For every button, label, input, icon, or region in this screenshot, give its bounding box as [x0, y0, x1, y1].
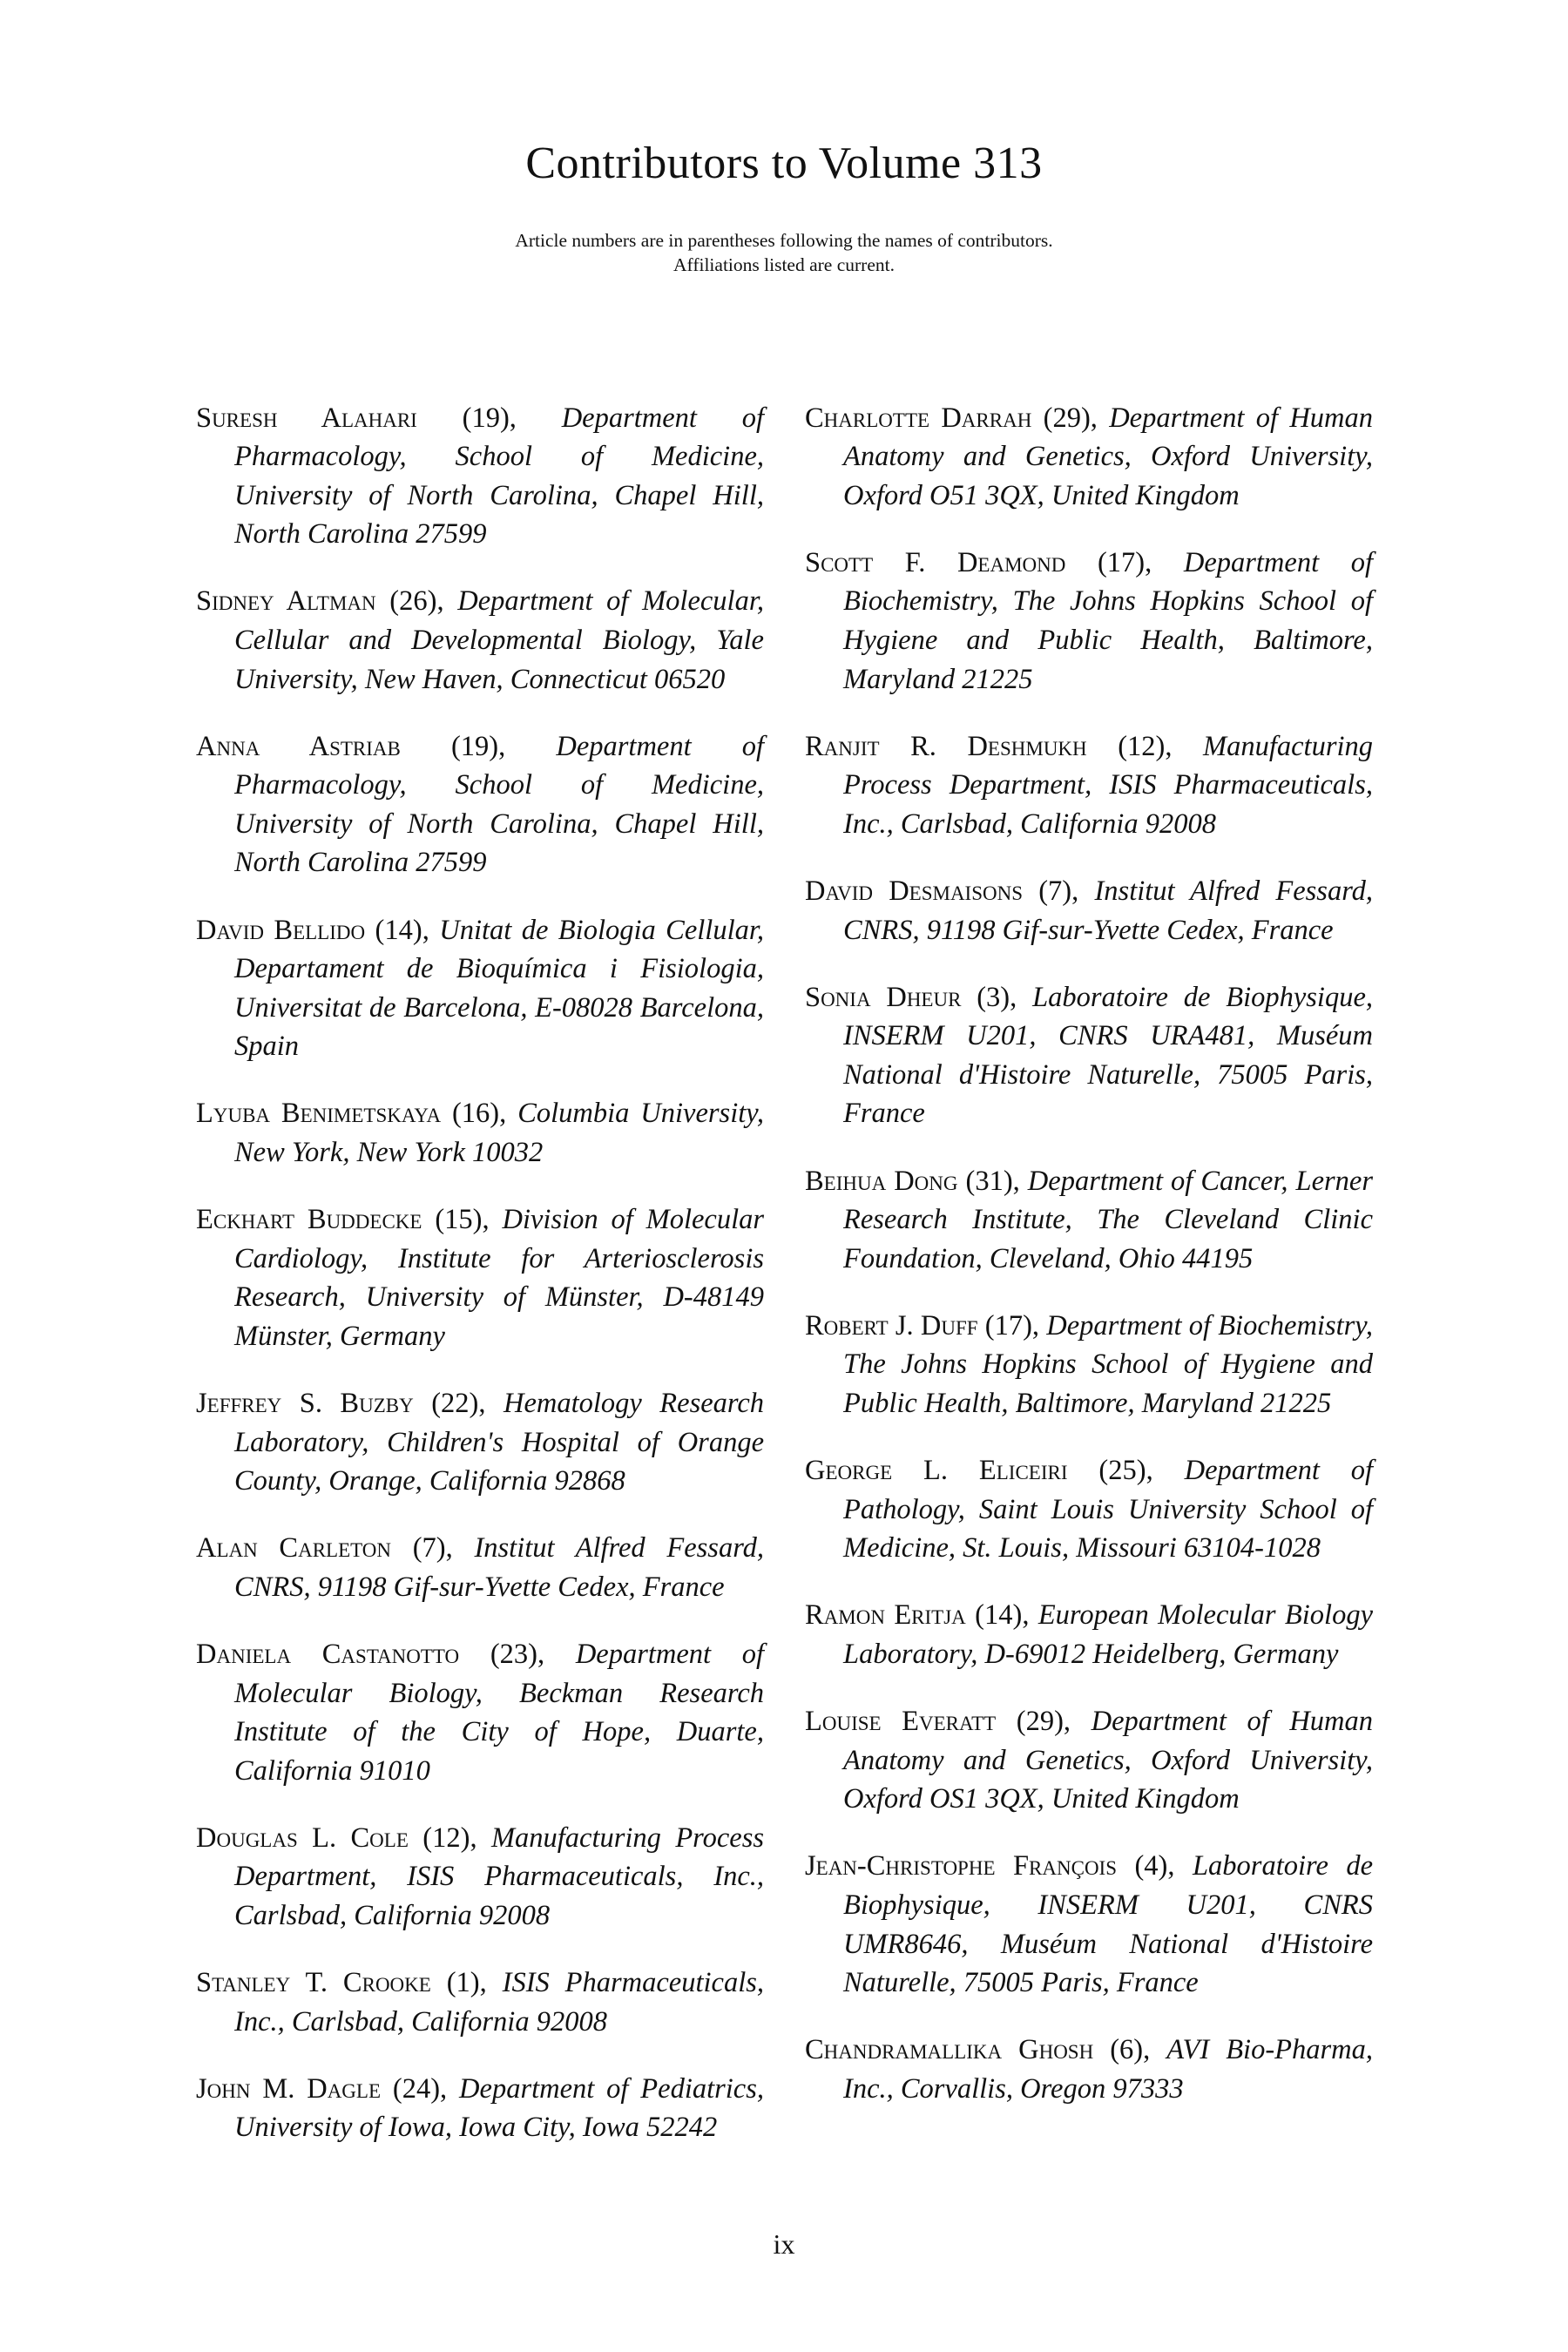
contributor-name: Charlotte Darrah [805, 402, 1032, 434]
article-number: (12) [422, 1821, 470, 1854]
article-number: (19) [450, 730, 499, 762]
article-number: (4) [1134, 1850, 1168, 1882]
contributor-entry: Scott F. Deamond (17), Department of Biochemistry, The Johns Hopkins School of Hygiene and Public Health, Baltimore, Maryland 21225 [805, 546, 1373, 695]
contributor-affiliation: Department of Pediatrics, University of Iowa, Iowa City, Iowa 52242 [234, 2072, 765, 2144]
article-number: (23) [490, 1638, 537, 1670]
contributor-entry: Stanley T. Crooke (1), ISIS Pharmaceuticals, Inc., Carlsbad, California 92008 [196, 1967, 764, 2038]
contributor-name: John M. Dagle [196, 2072, 382, 2105]
contributor-entry: Ramon Eritja (14), European Molecular Biology Laboratory, D-69012 Heidelberg, Germany [805, 1599, 1374, 1670]
contributor-affiliation: Department of Molecular, Cellular and Developmental Biology, Yale University, New Haven, Connecticut 06520 [234, 585, 765, 695]
article-number: (1) [446, 1967, 480, 1999]
contributor-entry: Jean-Christophe François (4), Laboratoire de Biophysique, INSERM U201, CNRS UMR8646, Muséum National d'Histoire Naturelle, 75005 Paris, France [805, 1850, 1374, 1999]
contributor-name: Scott F. Deamond [805, 546, 1066, 578]
article-number: (17) [984, 1309, 1032, 1342]
article-number: (6) [1110, 2034, 1144, 2066]
contributor-affiliation: AVI Bio-Pharma, Inc., Corvallis, Oregon 97333 [843, 2034, 1374, 2105]
article-number: (22) [431, 1387, 479, 1419]
contributor-name: Douglas L. Cole [196, 1821, 409, 1854]
contributor-name: Louise Everatt [805, 1706, 997, 1738]
contributor-affiliation: Hematology Research Laboratory, Children's Hospital of Orange County, Orange, California 92868 [234, 1387, 765, 1497]
article-number: (17) [1097, 546, 1146, 578]
contributor-name: George L. Eliceiri [805, 1455, 1068, 1487]
article-number: (29) [1043, 402, 1091, 434]
contributor-affiliation: ISIS Pharmaceuticals, Inc., Carlsbad, California 92008 [234, 1967, 764, 2038]
page-note-line-2: Affiliations listed are current. [673, 254, 895, 275]
contributor-affiliation: European Molecular Biology Laboratory, D-69012 Heidelberg, Germany [843, 1599, 1374, 1670]
contributor-name: Suresh Alahari [196, 402, 417, 434]
article-number: (31) [965, 1165, 1013, 1197]
contributor-name: Daniela Castanotto [196, 1638, 460, 1670]
contributor-entry: David Desmaisons (7), Institut Alfred Fessard, CNRS, 91198 Gif-sur-Yvette Cedex, France [805, 875, 1374, 946]
contributor-affiliation: Department of Human Anatomy and Genetics, Oxford University, Oxford OS1 3QX, United Kingdom [843, 1706, 1374, 1815]
contributor-entry: Anna Astriab (19), Department of Pharmacology, School of Medicine, University of North Carolina, Chapel Hill, North Carolina 27599 [196, 730, 765, 879]
contributor-entry: George L. Eliceiri (25), Department of Pathology, Saint Louis University School of Medicine, St. Louis, Missouri 63104-1028 [805, 1455, 1374, 1565]
contributor-name: Chandramallika Ghosh [805, 2034, 1094, 2066]
contributor-affiliation: Department of Human Anatomy and Genetics, Oxford University, Oxford O51 3QX, United Kingdom [843, 402, 1374, 511]
article-number: (7) [412, 1532, 446, 1565]
contributor-name: David Desmaisons [805, 875, 1024, 907]
page-note [0, 228, 1568, 277]
contributor-entry: Lyuba Benimetskaya (16), Columbia University, New York, New York 10032 [196, 1098, 765, 1168]
contributor-affiliation: Laboratoire de Biophysique, INSERM U201, CNRS UMR8646, Muséum National d'Histoire Naturelle, 75005 Paris, France [843, 1850, 1374, 1999]
contributor-affiliation: Department of Molecular Biology, Beckman Research Institute of the City of Hope, Duarte, California 91010 [234, 1638, 765, 1787]
contributor-entry: Chandramallika Ghosh (6), AVI Bio-Pharma, Inc., Corvallis, Oregon 97333 [805, 2034, 1374, 2105]
contributor-name: Jeffrey S. Buzby [196, 1387, 414, 1419]
contributor-entry: John M. Dagle (24), Department of Pediatrics, University of Iowa, Iowa City, Iowa 52242 [196, 2072, 765, 2144]
article-number: (12) [1118, 730, 1166, 762]
contributor-affiliation: Columbia University, New York, New York 10032 [234, 1098, 765, 1168]
contributor-affiliation: Department of Biochemistry, The Johns Hopkins School of Hygiene and Public Health, Baltimore, Maryland 21225 [843, 546, 1373, 695]
contributor-name: Stanley T. Crooke [196, 1967, 431, 1999]
contributor-affiliation: Department of Cancer, Lerner Research Institute, The Cleveland Clinic Foundation, Cleveland, Ohio 44195 [843, 1165, 1373, 1274]
contributor-name: David Bellido [196, 914, 366, 946]
contributor-name: Robert J. Duff [805, 1309, 978, 1342]
article-number: (14) [975, 1599, 1023, 1632]
contributor-entry: Douglas L. Cole (12), Manufacturing Process Department, ISIS Pharmaceuticals, Inc., Carlsbad, California 92008 [196, 1821, 765, 1931]
contributor-name: Anna Astriab [196, 730, 401, 762]
contributor-entry: David Bellido (14), Unitat de Biologia Cellular, Departament de Bioquímica i Fisiologia, Universitat de Barcelona, E-08028 Barcelona, Spain [196, 914, 765, 1063]
contributor-affiliation: Department of Pathology, Saint Louis University School of Medicine, St. Louis, Missouri 63104-1028 [843, 1455, 1374, 1565]
article-number: (29) [1016, 1706, 1064, 1738]
contributor-affiliation: Manufacturing Process Department, ISIS Pharmaceuticals, Inc., Carlsbad, California 92008 [234, 1821, 765, 1931]
contributor-affiliation: Institut Alfred Fessard, CNRS, 91198 Gif-sur-Yvette Cedex, France [843, 875, 1374, 946]
contributor-name: Alan Carleton [196, 1532, 392, 1565]
contributors-right-column [805, 370, 1373, 2116]
contributor-affiliation: Unitat de Biologia Cellular, Departament de Bioquímica i Fisiologia, Universitat de Barcelona, E-08028 Barcelona, Spain [234, 914, 765, 1063]
contributor-entry: Sidney Altman (26), Department of Molecular, Cellular and Developmental Biology, Yale University, New Haven, Connecticut 06520 [196, 585, 765, 695]
contributor-name: Jean-Christophe François [805, 1850, 1118, 1882]
contributor-entry: Jeffrey S. Buzby (22), Hematology Research Laboratory, Children's Hospital of Orange County, Orange, California 92868 [196, 1387, 765, 1497]
article-number: (16) [451, 1098, 500, 1130]
contributor-entry: Eckhart Buddecke (15), Division of Molecular Cardiology, Institute for Arteriosclerosis Research, University of Münster, D-48149 Münster, Germany [196, 1204, 765, 1352]
contributor-affiliation: Manufacturing Process Department, ISIS Pharmaceuticals, Inc., Carlsbad, California 92008 [843, 730, 1374, 840]
contributor-name: Lyuba Benimetskaya [196, 1098, 442, 1130]
contributor-affiliation: Institut Alfred Fessard, CNRS, 91198 Gif-sur-Yvette Cedex, France [234, 1532, 765, 1603]
article-number: (25) [1098, 1455, 1146, 1487]
contributor-affiliation: Division of Molecular Cardiology, Institute for Arteriosclerosis Research, University of Münster, D-48149 Münster, Germany [234, 1204, 765, 1352]
contributor-entry: Ranjit R. Deshmukh (12), Manufacturing Process Department, ISIS Pharmaceuticals, Inc., Carlsbad, California 92008 [805, 730, 1374, 840]
contributor-entry: Suresh Alahari (19), Department of Pharmacology, School of Medicine, University of North Carolina, Chapel Hill, North Carolina 27599 [196, 402, 765, 551]
contributor-entry: Alan Carleton (7), Institut Alfred Fessard, CNRS, 91198 Gif-sur-Yvette Cedex, France [196, 1532, 765, 1603]
contributor-entry: Charlotte Darrah (29), Department of Human Anatomy and Genetics, Oxford University, Oxford O51 3QX, United Kingdom [805, 402, 1374, 511]
contributor-name: Ramon Eritja [805, 1599, 966, 1632]
article-number: (24) [392, 2072, 441, 2105]
page-title: Contributors to Volume 313 [525, 139, 1043, 188]
contributor-affiliation: Department of Pharmacology, School of Medicine, University of North Carolina, Chapel Hill, North Carolina 27599 [234, 402, 765, 551]
article-number: (19) [462, 402, 510, 434]
contributor-entry: Beihua Dong (31), Department of Cancer, Lerner Research Institute, The Cleveland Clinic Foundation, Cleveland, Ohio 44195 [805, 1165, 1373, 1274]
article-number: (14) [375, 914, 422, 946]
contributor-affiliation: Department of Pharmacology, School of Medicine, University of North Carolina, Chapel Hill, North Carolina 27599 [234, 730, 765, 879]
article-number: (3) [977, 981, 1010, 1013]
page-number: ix [773, 2228, 795, 2260]
contributor-entry: Daniela Castanotto (23), Department of Molecular Biology, Beckman Research Institute of the City of Hope, Duarte, California 91010 [196, 1638, 765, 1787]
contributor-entry: Robert J. Duff (17), Department of Biochemistry, The Johns Hopkins School of Hygiene and Public Health, Baltimore, Maryland 21225 [805, 1309, 1374, 1419]
contributor-name: Eckhart Buddecke [196, 1204, 422, 1236]
page-note-line-1: Article numbers are in parentheses following the names of contributors. [515, 230, 1053, 251]
article-number: (26) [389, 585, 437, 618]
contributor-entry: Sonia Dheur (3), Laboratoire de Biophysique, INSERM U201, CNRS URA481, Muséum National d'Histoire Naturelle, 75005 Paris, France [805, 981, 1374, 1130]
contributor-affiliation: Laboratoire de Biophysique, INSERM U201, CNRS URA481, Muséum National d'Histoire Naturelle, 75005 Paris, France [843, 981, 1374, 1130]
contributor-entry: Louise Everatt (29), Department of Human Anatomy and Genetics, Oxford University, Oxford OS1 3QX, United Kingdom [805, 1706, 1374, 1815]
contributor-name: Sonia Dheur [805, 981, 962, 1013]
contributor-affiliation: Department of Biochemistry, The Johns Hopkins School of Hygiene and Public Health, Baltimore, Maryland 21225 [843, 1309, 1374, 1419]
article-number: (7) [1038, 875, 1072, 907]
article-number: (15) [435, 1204, 483, 1236]
contributors-left-column [196, 370, 764, 2155]
contributor-name: Sidney Altman [196, 585, 376, 618]
contributor-name: Beihua Dong [805, 1165, 958, 1197]
contributor-name: Ranjit R. Deshmukh [805, 730, 1087, 762]
